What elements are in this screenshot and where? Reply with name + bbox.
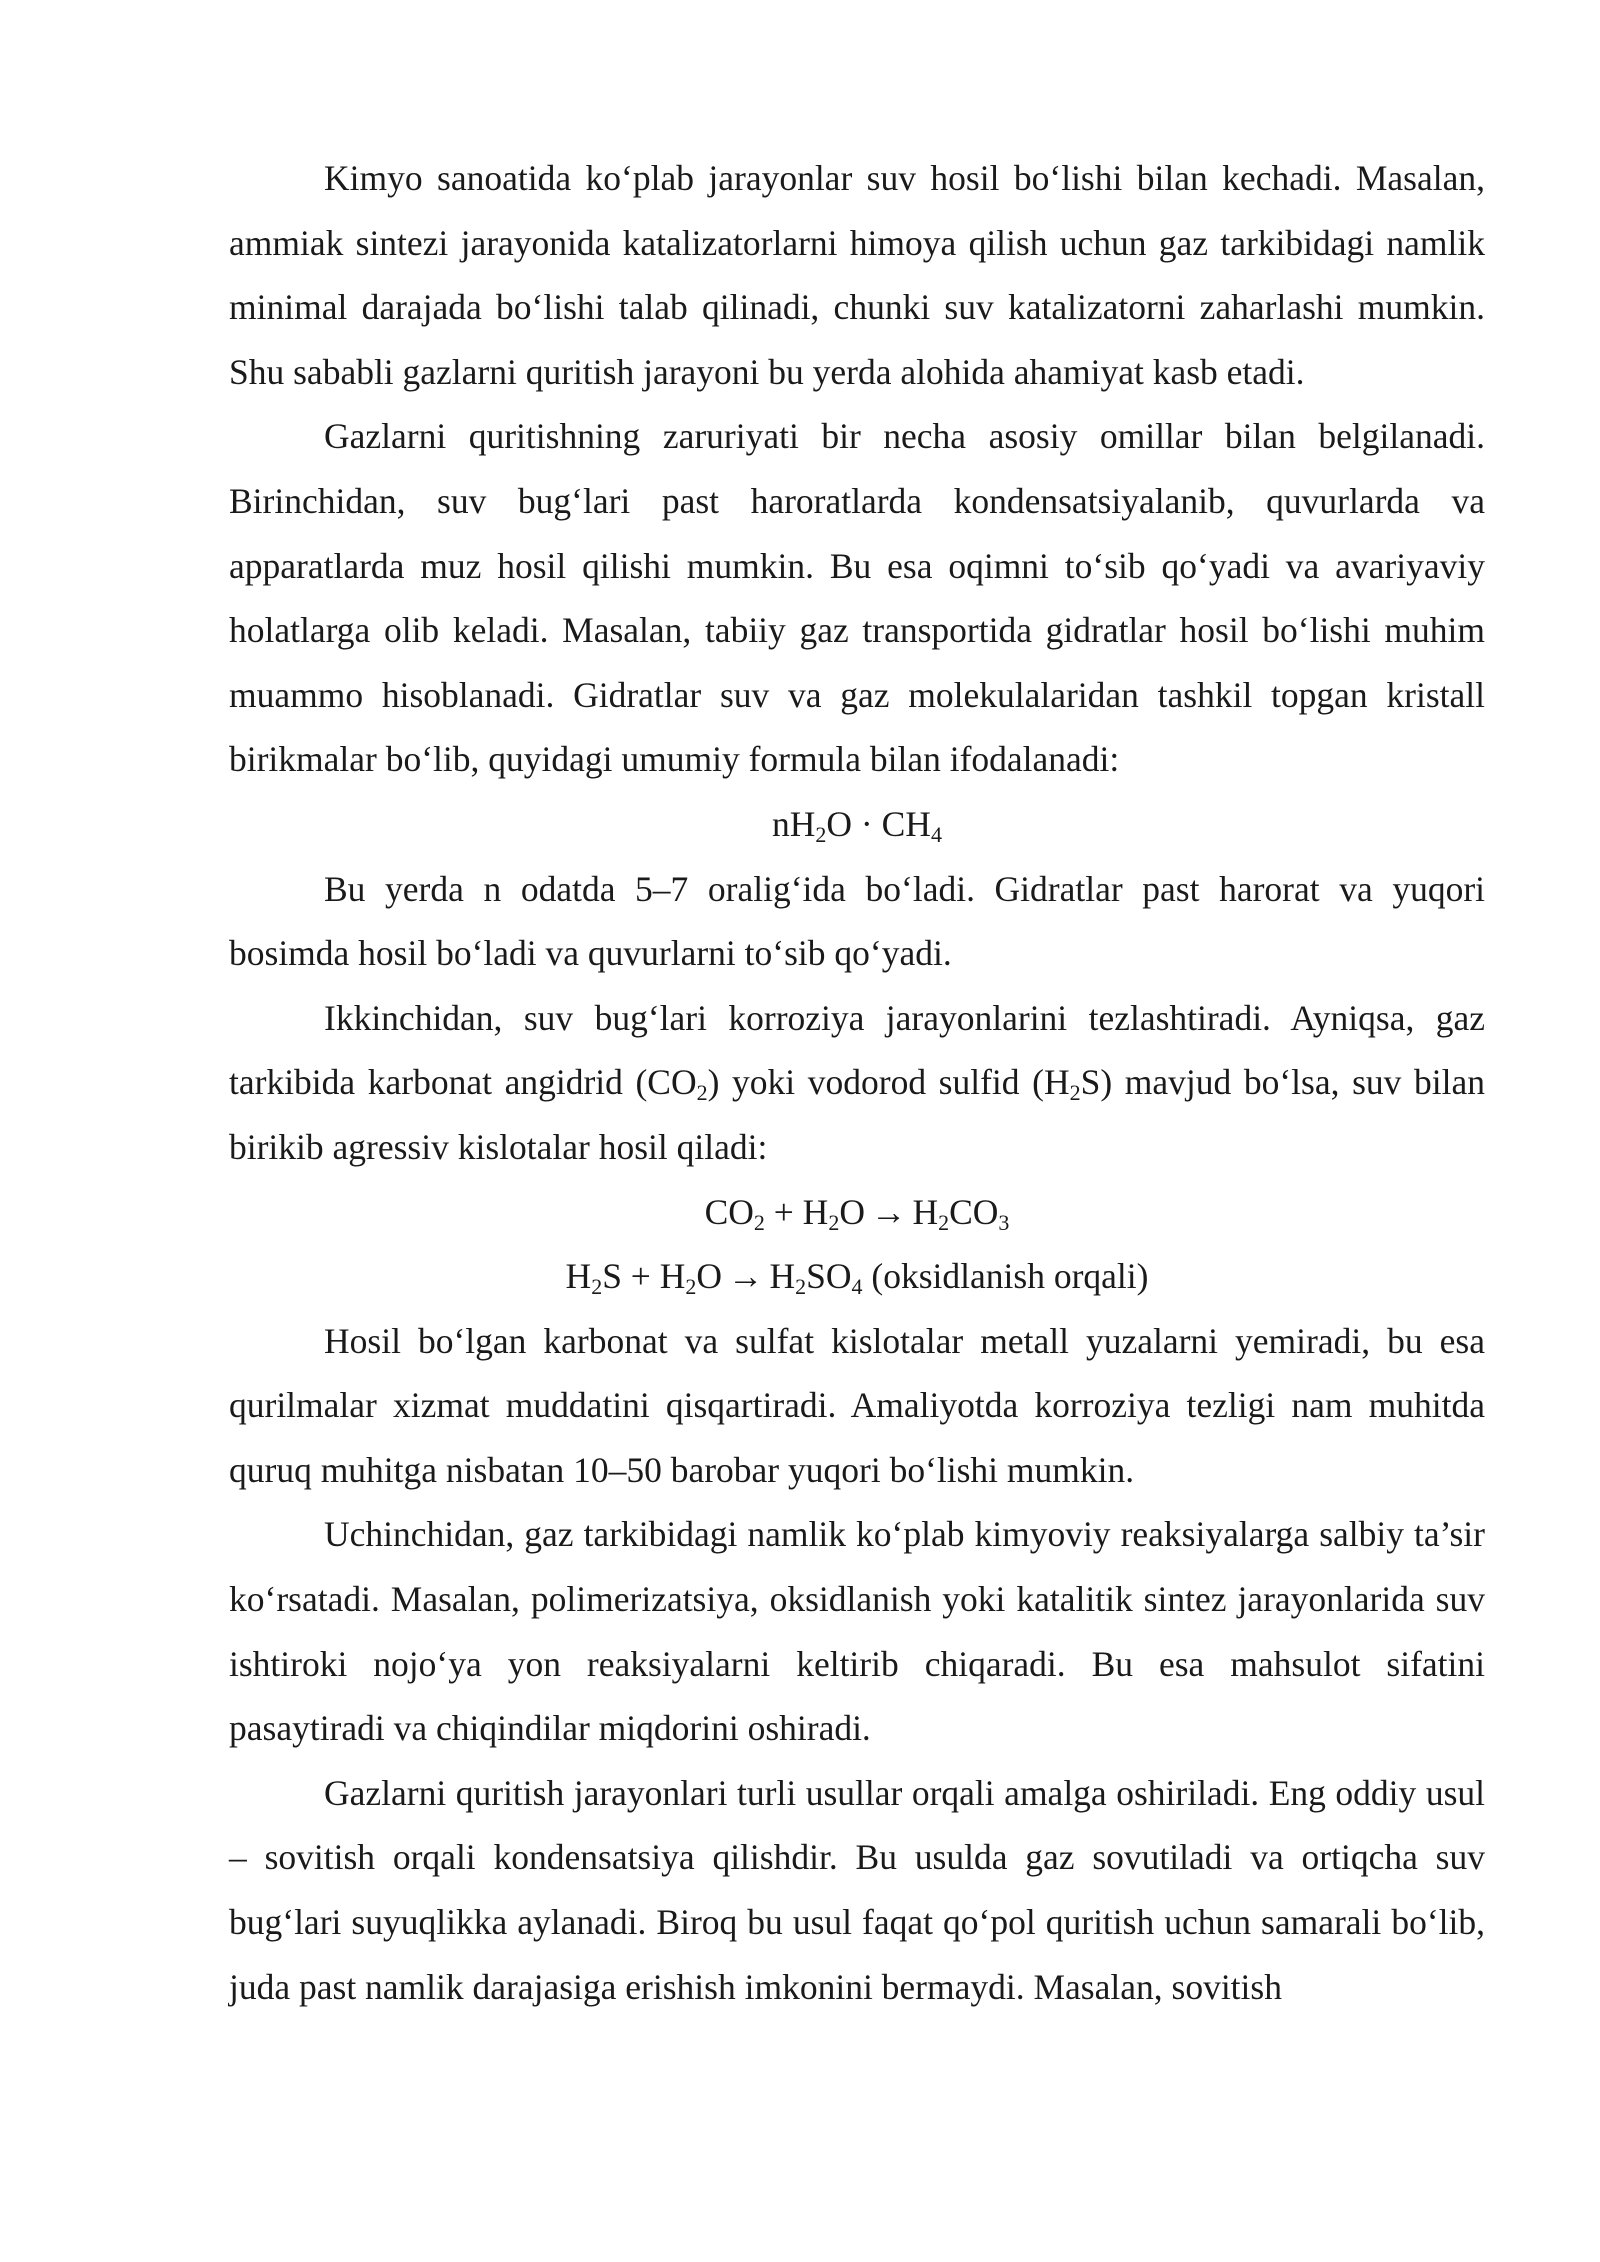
- reaction-arrow-icon: →: [727, 1256, 764, 1297]
- formula-gas-hydrate: $nH_2O \cdot CH_4$: [772, 803, 942, 848]
- paragraph-side-reactions: Uchinchidan, gaz tarkibidagi namlik ko‘plab kimyoviy reaksiyalarga salbiy ta’sir ko‘rsatadi. Masalan, polimerizatsiya, oksidlanish yoki katalitik sintez jarayonlarida suv ishtiroki nojo‘ya yon reaksiyalarni keltirib chiqaradi. Bu esa mahsulot sifatini pasaytiradi va chiqindilar miqdorini oshiradi.: [229, 1514, 1485, 1749]
- document-page: [229, 146, 1485, 2019]
- paragraph-corrosion: Ikkinchidan, suv bug‘lari korroziya jarayonlarini tezlashtiradi. Ayniqsa, gaz tarkibida karbonat angidrid $(CO_2)$ yoki vodorod sulfid $(H_2S)$ mavjud bo‘lsa, suv bilan birikib agressiv kislotalar hosil qiladi:: [229, 997, 1485, 1167]
- paragraph-drying-necessity: Gazlarni quritishning zaruriyati bir necha asosiy omillar bilan belgilanadi. Birinchidan, suv bug‘lari past haroratlarda kondensatsiyalanib, quvurlarda va apparatlarda muz hosil qilishi mumkin. Bu esa oqimni to‘sib qo‘yadi va avariyaviy holatlarga olib keladi. Masalan, tabiiy gaz transportida gidratlar hosil bo‘lishi muhim muammo hisoblanadi. Gidratlar suv va gaz molekulalaridan tashkil topgan kristall birikmalar bo‘lib, quyidagi umumiy formula bilan ifodalanadi:: [229, 416, 1485, 780]
- paragraph-drying-methods: Gazlarni quritish jarayonlari turli usullar orqali amalga oshiriladi. Eng oddiy usul – sovitish orqali kondensatsiya qilishdir. Bu usulda gaz sovutiladi va ortiqcha suv bug‘lari suyuqlikka aylanadi. Biroq bu usul faqat qo‘pol quritish uchun samarali bo‘lib, juda past namlik darajasiga erishish imkonini bermaydi. Masalan, sovitish: [229, 1772, 1485, 2007]
- formula-sulfuric-acid: $H_2S + H_2O \to H_2SO_4$ (oksidlanish orqali): [565, 1256, 1149, 1300]
- paragraph-ammonia-synthesis: Kimyo sanoatida ko‘plab jarayonlar suv hosil bo‘lishi bilan kechadi. Masalan, ammiak sintezi jarayonida katalizatorlarni himoya qilish uchun gaz tarkibidagi namlik minimal darajada bo‘lishi talab qilinadi, chunki suv katalizatorni zaharlashi mumkin. Shu sababli gazlarni quritish jarayoni bu yerda alohida ahamiyat kasb etadi.: [229, 158, 1485, 392]
- reaction-arrow-icon: →: [870, 1191, 907, 1232]
- paragraph-hydrate-conditions: Bu yerda n odatda 5–7 oralig‘ida bo‘ladi. Gidratlar past harorat va yuqori bosimda hosil bo‘ladi va quvurlarni to‘sib qo‘yadi.: [229, 868, 1485, 974]
- paragraph-acid-damage: Hosil bo‘lgan karbonat va sulfat kislotalar metall yuzalarni yemiradi, bu esa qurilmalar xizmat muddatini qisqartiradi. Amaliyotda korroziya tezligi nam muhitda quruq muhitga nisbatan 10–50 barobar yuqori bo‘lishi mumkin.: [229, 1320, 1485, 1490]
- formula-carbonic-acid: $CO_2 + H_2O \to H_2CO_3$: [704, 1191, 1010, 1235]
